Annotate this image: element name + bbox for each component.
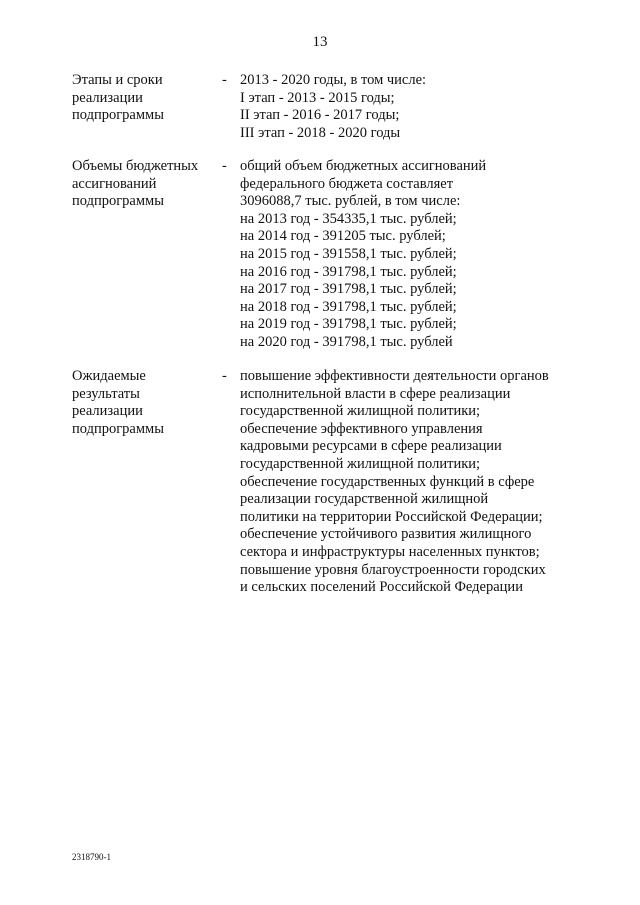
section-dash: - xyxy=(222,368,227,384)
content-line: I этап - 2013 - 2015 годы; xyxy=(240,89,395,106)
content-line: обеспечение государственных функций в сфере xyxy=(240,473,535,490)
content-line: сектора и инфраструктуры населенных пунктов; xyxy=(240,543,540,560)
content-line: III этап - 2018 - 2020 годы xyxy=(240,124,401,141)
content-line: на 2013 год - 354335,1 тыс. рублей; xyxy=(240,210,457,227)
content-line: государственной жилищной политики; xyxy=(240,403,481,420)
section-label: Ожидаемые результаты реализации подпрограммы xyxy=(72,368,164,437)
content-line: на 2020 год - 391798,1 тыс. рублей xyxy=(240,333,453,350)
content-line: политики на территории Российской Федерации; xyxy=(240,508,543,525)
content-line: государственной жилищной политики; xyxy=(240,455,481,472)
content-line: на 2018 год - 391798,1 тыс. рублей; xyxy=(240,298,457,315)
content-line: и сельских поселений Российской Федерации xyxy=(240,579,523,596)
section-label: Этапы и сроки реализации подпрограммы xyxy=(72,72,164,123)
content-line: реализации государственной жилищной xyxy=(240,491,489,508)
content-line: на 2019 год - 391798,1 тыс. рублей; xyxy=(240,316,457,333)
document-code: 2318790-1 xyxy=(72,852,111,862)
content-line: общий объем бюджетных ассигнований xyxy=(240,158,487,174)
content-line: на 2016 год - 391798,1 тыс. рублей; xyxy=(240,263,457,280)
content-line: федерального бюджета составляет xyxy=(240,175,454,192)
section-label: Объемы бюджетных ассигнований подпрограммы xyxy=(72,158,199,209)
content-line: обеспечение устойчивого развития жилищного xyxy=(240,526,532,543)
section-content xyxy=(240,72,570,142)
content-line: II этап - 2016 - 2017 годы; xyxy=(240,107,400,124)
content-line: 2013 - 2020 годы, в том числе: xyxy=(240,72,427,88)
content-line: 3096088,7 тыс. рублей, в том числе: xyxy=(240,193,461,210)
page-number: 13 xyxy=(312,34,328,50)
content-line: на 2014 год - 391205 тыс. рублей; xyxy=(240,228,446,245)
content-line: обеспечение эффективного управления xyxy=(240,420,483,437)
section-dash: - xyxy=(222,72,227,88)
section-content xyxy=(240,158,570,352)
content-line: кадровыми ресурсами в сфере реализации xyxy=(240,438,502,455)
section-dash: - xyxy=(222,158,227,174)
content-line: на 2015 год - 391558,1 тыс. рублей; xyxy=(240,245,457,262)
content-line: на 2017 год - 391798,1 тыс. рублей; xyxy=(240,281,457,298)
section-content xyxy=(240,368,570,597)
content-line: повышение эффективности деятельности органов xyxy=(240,368,549,384)
content-line: повышение уровня благоустроенности городских xyxy=(240,561,546,578)
content-line: исполнительной власти в сфере реализации xyxy=(240,385,511,402)
